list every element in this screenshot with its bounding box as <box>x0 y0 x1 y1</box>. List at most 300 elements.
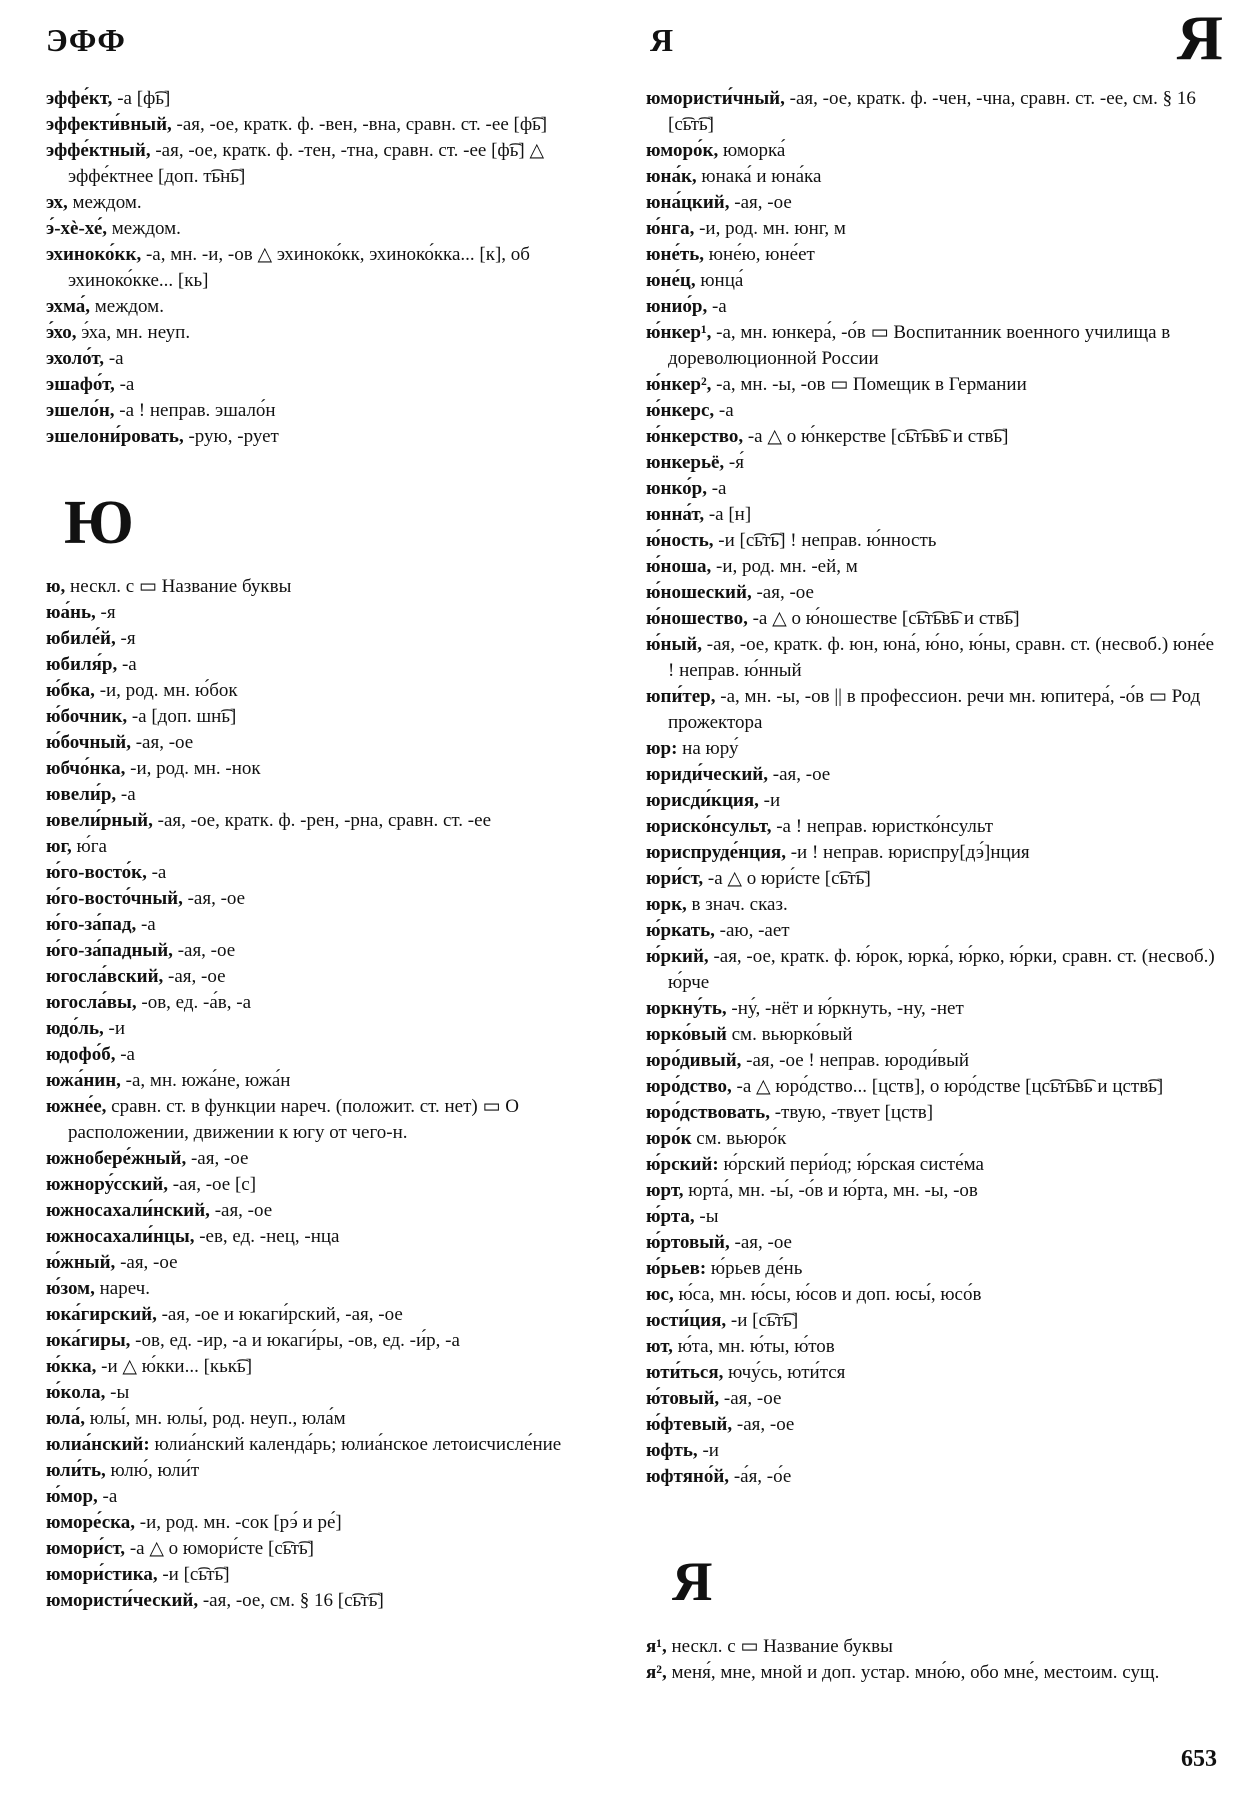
entry-headword: юдо́ль, <box>46 1018 104 1039</box>
entry-headword: юмористи́чный, <box>646 88 785 109</box>
dictionary-entry <box>646 1634 1216 1660</box>
entry-definition: -ев, ед. -нец, -нца <box>194 1226 340 1247</box>
dictionary-entry <box>46 1146 612 1172</box>
dictionary-entry <box>46 652 612 678</box>
entry-headword: юро́дствовать, <box>646 1102 770 1123</box>
dictionary-entry <box>646 736 1216 762</box>
dictionary-entry <box>646 1048 1216 1074</box>
entry-headword: юрт, <box>646 1180 684 1201</box>
dictionary-entry <box>646 1334 1216 1360</box>
dictionary-entry <box>46 1406 612 1432</box>
entry-headword: южнобере́жный, <box>46 1148 187 1169</box>
dictionary-entry <box>646 1308 1216 1334</box>
right-column <box>646 86 1216 1686</box>
entry-definition: -ы <box>694 1206 719 1227</box>
entry-definition: -ая, -ое <box>729 192 792 213</box>
entry-definition: -а ! неправ. эшало́н <box>114 400 276 421</box>
entry-headword: юри́ст, <box>646 868 704 889</box>
entry-headword: ю́нкерство, <box>646 426 744 447</box>
dictionary-entry <box>46 730 612 756</box>
dictionary-entry <box>646 1282 1216 1308</box>
entry-definition: нареч. <box>94 1278 150 1299</box>
entry-definition: -ая, -ое <box>768 764 831 785</box>
entry-definition: междом. <box>90 296 164 317</box>
entry-headword: ю́го-за́пад, <box>46 914 137 935</box>
entry-headword: юро́дство, <box>646 1076 732 1097</box>
dictionary-entry <box>46 860 612 886</box>
entry-headword: южносахали́нцы, <box>46 1226 195 1247</box>
entry-definition: -ов, ед. -ир, -а и юкаги́ры, -ов, ед. -и́р, -а <box>130 1330 460 1351</box>
entry-headword: ю́го-за́падный, <box>46 940 173 961</box>
entry-list <box>46 86 612 450</box>
entry-definition: -а △ юро́дство... [цств], о юро́дстве [цс͡ьт͡ьв͡ь и цств͡ь] <box>731 1076 1164 1097</box>
entry-definition: -ая, -ое <box>732 1414 795 1435</box>
entry-definition: -ая, -ое <box>182 888 246 909</box>
entry-definition: -рую, -рует <box>183 426 279 447</box>
dictionary-entry <box>46 1172 612 1198</box>
entry-headword: эффе́кт, <box>46 88 113 109</box>
entry-headword: юфтяно́й, <box>646 1466 730 1487</box>
entry-definition: -а <box>706 478 727 499</box>
entry-definition: -я <box>95 602 116 623</box>
dictionary-entry <box>646 866 1216 892</box>
dictionary-entry <box>646 580 1216 606</box>
entry-definition: -ая, -ое <box>719 1388 782 1409</box>
entry-definition: на юру́ <box>677 738 739 759</box>
dictionary-entry <box>46 704 612 730</box>
dictionary-entry <box>646 502 1216 528</box>
entry-definition: -ну́, -нёт и ю́ркнуть, -ну, -нет <box>726 998 964 1019</box>
dictionary-entry <box>46 938 612 964</box>
entry-headword: юка́гирский, <box>46 1304 157 1325</box>
dictionary-entry <box>46 912 612 938</box>
entry-definition: юне́ю, юне́ет <box>704 244 815 265</box>
entry-definition: -а △ о ю́нкерстве [с͡ьт͡ьв͡ь и ств͡ь] <box>743 426 1009 447</box>
dictionary-entry <box>646 1230 1216 1256</box>
dictionary-entry <box>46 372 612 398</box>
entry-definition: ю́са, мн. ю́сы, ю́сов и доп. юсы́, юсо́в <box>673 1284 982 1305</box>
entry-definition: -ая, -ое, см. § 16 [с͡ьт͡ь] <box>198 1590 384 1611</box>
entry-definition: см. вьюро́к <box>691 1128 787 1149</box>
dictionary-entry <box>46 1354 612 1380</box>
entry-headword: ю́бочник, <box>46 706 128 727</box>
entry-list <box>46 574 612 1614</box>
entry-headword: эшелони́ровать, <box>46 426 184 447</box>
dictionary-entry <box>46 808 612 834</box>
entry-definition: -а <box>97 1486 118 1507</box>
entry-headword: юмори́стика, <box>46 1564 158 1585</box>
dictionary-entry <box>46 626 612 652</box>
dictionary-entry <box>46 86 612 112</box>
dictionary-entry <box>646 840 1216 866</box>
entry-headword: юриди́ческий, <box>646 764 768 785</box>
dictionary-entry <box>46 1328 612 1354</box>
dictionary-entry <box>646 996 1216 1022</box>
entry-definition: -и, род. мн. -сок [рэ́ и ре́] <box>135 1512 342 1533</box>
dictionary-entry <box>46 1224 612 1250</box>
entry-headword: эффекти́вный, <box>46 114 172 135</box>
entry-headword: ют, <box>646 1336 673 1357</box>
entry-headword: юсти́ция, <box>646 1310 727 1331</box>
entry-headword: юнко́р, <box>646 478 707 499</box>
entry-headword: юмоpе́ска, <box>46 1512 136 1533</box>
entry-headword: ювели́рный, <box>46 810 153 831</box>
entry-definition: юлиа́нский календа́рь; юлиа́нское летоисчисле́ние <box>149 1434 562 1455</box>
entry-headword: юрисди́кция, <box>646 790 759 811</box>
dictionary-entry <box>46 424 612 450</box>
dictionary-entry <box>646 944 1216 996</box>
entry-headword: ю́рта, <box>646 1206 695 1227</box>
entry-definition: -а [ф͡ь] <box>112 88 171 109</box>
entry-headword: юс, <box>646 1284 674 1305</box>
entry-headword: юро́к <box>646 1128 692 1149</box>
entry-headword: юфть, <box>646 1440 698 1461</box>
dictionary-entry <box>46 190 612 216</box>
dictionary-entry <box>46 756 612 782</box>
entry-headword: юмористи́ческий, <box>46 1590 199 1611</box>
dictionary-entry <box>646 1074 1216 1100</box>
entry-definition: -и [с͡ьт͡ь] <box>726 1310 799 1331</box>
dictionary-entry <box>646 1100 1216 1126</box>
entry-definition: юлю́, юли́т <box>105 1460 200 1481</box>
entry-definition: юнака́ и юна́ка <box>696 166 822 187</box>
entry-headword: ю́ркий, <box>646 946 709 967</box>
entry-definition: -ая, -ое <box>130 732 194 753</box>
entry-definition: -и ! неправ. юриспру[дэ́]нция <box>785 842 1030 863</box>
entry-headword: э́хо, <box>46 322 77 343</box>
dictionary-entry <box>646 476 1216 502</box>
entry-definition: -а [н] <box>704 504 752 525</box>
entry-headword: ю́ность, <box>646 530 714 551</box>
dictionary-entry <box>46 242 612 294</box>
dictionary-entry <box>646 1660 1216 1686</box>
section-letter-ya: Я <box>672 1551 713 1613</box>
entry-headword: ю́ртовый, <box>646 1232 730 1253</box>
entry-definition: -и <box>103 1018 126 1039</box>
entry-headword: ю́рьев: <box>646 1258 707 1279</box>
entry-headword: югосла́вы, <box>46 992 137 1013</box>
entry-definition: -а, мн. -ы, -ов ▭ Помещик в Германии <box>711 374 1027 395</box>
entry-headword: ю́бочный, <box>46 732 131 753</box>
entry-headword: ю́ноша, <box>646 556 712 577</box>
entry-definition: -ая, -ое, кратк. ф. -чен, -чна, сравн. ст. -ее, см. § 16 [с͡ьт͡ь] <box>668 88 1196 135</box>
entry-headword: южносахали́нский, <box>46 1200 210 1221</box>
entry-definition: -твую, -твует [цств] <box>769 1102 934 1123</box>
entry-definition: -а ! неправ. юристко́нсульт <box>771 816 994 837</box>
dictionary-entry <box>646 814 1216 840</box>
entry-definition: -ая, -ое <box>115 1252 178 1273</box>
dictionary-entry <box>646 1152 1216 1178</box>
entry-headword: юркну́ть, <box>646 998 727 1019</box>
entry-definition: -я <box>115 628 136 649</box>
dictionary-entry <box>646 450 1216 476</box>
entry-headword: ю́нкер², <box>646 374 712 395</box>
entry-headword: ю́мор, <box>46 1486 98 1507</box>
entry-definition: -ая, -ое [с] <box>167 1174 257 1195</box>
entry-headword: эхма́, <box>46 296 91 317</box>
entry-headword: ю́нга, <box>646 218 695 239</box>
dictionary-entry <box>646 216 1216 242</box>
entry-headword: ю́бка, <box>46 680 95 701</box>
entry-definition: -ая, -ое ! неправ. юроди́вый <box>741 1050 970 1071</box>
entry-headword: ю́товый, <box>646 1388 720 1409</box>
entry-headword: ю́жный, <box>46 1252 116 1273</box>
entry-headword: юнна́т, <box>646 504 705 525</box>
entry-headword: ю́ркать, <box>646 920 715 941</box>
entry-definition: -ая, -ое <box>751 582 814 603</box>
entry-headword: эшафо́т, <box>46 374 115 395</box>
entry-headword: ю́ношеский, <box>646 582 752 603</box>
dictionary-entry <box>646 138 1216 164</box>
dictionary-entry <box>646 1204 1216 1230</box>
entry-definition: -а́я, -о́е <box>729 1466 792 1487</box>
dictionary-entry <box>46 1042 612 1068</box>
entry-definition: меня́, мне, мной и доп. устар. мно́ю, обо мне́, местоим. сущ. <box>666 1662 1160 1683</box>
entry-definition: междом. <box>107 218 181 239</box>
entry-headword: южнору́сский, <box>46 1174 168 1195</box>
entry-headword: эффе́ктный, <box>46 140 151 161</box>
entry-headword: юла́, <box>46 1408 85 1429</box>
entry-headword: эх, <box>46 192 68 213</box>
entry-definition: ю́га <box>71 836 107 857</box>
entry-headword: ю́ный, <box>646 634 702 655</box>
entry-definition: -а △ о ю́ношестве [с͡ьт͡ьв͡ь и ств͡ь] <box>747 608 1020 629</box>
dictionary-entry <box>646 268 1216 294</box>
dictionary-entry <box>646 1126 1216 1152</box>
entry-headword: юрк, <box>646 894 687 915</box>
entry-definition: -ая, -ое, кратк. ф. юн, юна́, ю́но, ю́ны, сравн. ст. (несвоб.) юне́е ! неправ. ю́нный <box>668 634 1215 681</box>
entry-definition: -а △ о юри́сте [с͡ьт͡ь] <box>703 868 871 889</box>
entry-headword: юти́ться, <box>646 1362 724 1383</box>
entry-headword: ю́фтевый, <box>646 1414 733 1435</box>
dictionary-entry <box>46 320 612 346</box>
dictionary-entry <box>46 678 612 704</box>
entry-definition: юрта́, мн. -ы́, -о́в и ю́рта, мн. -ы, -ов <box>683 1180 978 1201</box>
entry-definition: -и [с͡ьт͡ь] ! неправ. ю́нность <box>713 530 937 551</box>
entry-headword: ю́нкерс, <box>646 400 715 421</box>
dictionary-entry <box>46 1198 612 1224</box>
dictionary-entry <box>46 1302 612 1328</box>
entry-definition: -а <box>104 348 124 369</box>
entry-headword: я¹, <box>646 1636 667 1657</box>
dictionary-entry <box>646 684 1216 736</box>
dictionary-entry <box>46 398 612 424</box>
entry-headword: ю́го-восто́к, <box>46 862 147 883</box>
entry-headword: э́-хѐ-хе́, <box>46 218 108 239</box>
entry-headword: ю́рский: <box>646 1154 719 1175</box>
entry-definition: -а <box>714 400 734 421</box>
dictionary-entry <box>646 1464 1216 1490</box>
dictionary-entry <box>46 1016 612 1042</box>
dictionary-entry <box>646 1360 1216 1386</box>
entry-definition: -ая, -ое и юкаги́рский, -ая, -ое <box>156 1304 403 1325</box>
entry-list <box>646 86 1216 1490</box>
entry-definition: -а <box>117 654 137 675</box>
entry-headword: юбчо́нка, <box>46 758 126 779</box>
dictionary-entry <box>646 294 1216 320</box>
entry-definition: -ая, -ое, кратк. ф. -вен, -вна, сравн. ст. -ее [ф͡ь] <box>171 114 548 135</box>
entry-definition: -а [доп. шн͡ь] <box>127 706 237 727</box>
entry-definition: ю́рский пери́од; ю́рская систе́ма <box>718 1154 984 1175</box>
entry-headword: ювели́р, <box>46 784 117 805</box>
entry-headword: ю́зом, <box>46 1278 95 1299</box>
dictionary-entry <box>646 86 1216 138</box>
entry-definition: -а △ о юмори́сте [с͡ьт͡ь] <box>125 1538 314 1559</box>
entry-headword: юрко́вый <box>646 1024 727 1045</box>
entry-definition: сравн. ст. в функции нареч. (положит. ст. нет) ▭ О расположении, движении к югу от чего-н. <box>68 1096 519 1143</box>
entry-definition: -а, мн. южа́не, южа́н <box>120 1070 291 1091</box>
entry-headword: ю́кка, <box>46 1356 97 1377</box>
dictionary-entry <box>646 1386 1216 1412</box>
entry-definition: ю́та, мн. ю́ты, ю́тов <box>672 1336 835 1357</box>
dictionary-entry <box>46 964 612 990</box>
entry-definition: -а <box>116 784 136 805</box>
dictionary-entry <box>46 1588 612 1614</box>
dictionary-entry <box>646 1178 1216 1204</box>
dictionary-entry <box>46 346 612 372</box>
entry-headword: юа́нь, <box>46 602 96 623</box>
entry-definition: -я́ <box>724 452 744 473</box>
dictionary-entry <box>646 242 1216 268</box>
dictionary-entry <box>46 294 612 320</box>
dictionary-entry <box>46 1068 612 1094</box>
entry-definition: -а <box>136 914 156 935</box>
entry-definition: см. вьюрко́вый <box>726 1024 853 1045</box>
dictionary-entry <box>46 1484 612 1510</box>
dictionary-entry <box>646 1022 1216 1048</box>
dictionary-entry <box>646 554 1216 580</box>
entry-definition: междом. <box>67 192 142 213</box>
entry-definition: -и <box>758 790 781 811</box>
entry-definition: -ая, -ое <box>163 966 226 987</box>
dictionary-entry <box>646 164 1216 190</box>
entry-headword: юне́ц, <box>646 270 696 291</box>
dictionary-entry <box>46 834 612 860</box>
entry-headword: ю́нкер¹, <box>646 322 712 343</box>
entry-headword: я², <box>646 1662 667 1683</box>
dictionary-entry <box>46 1458 612 1484</box>
dictionary-entry <box>46 990 612 1016</box>
entry-definition: -и △ ю́кки... [кьк͡ь] <box>96 1356 253 1377</box>
entry-headword: юморо́к, <box>646 140 719 161</box>
entry-definition: -а <box>115 1044 135 1065</box>
entry-definition: -ая, -ое <box>186 1148 249 1169</box>
entry-headword: эхиноко́кк, <box>46 244 142 265</box>
running-head-center: Я <box>650 22 674 58</box>
entry-headword: южне́е, <box>46 1096 107 1117</box>
page-number: 653 <box>1181 1746 1217 1772</box>
dictionary-entry <box>46 138 612 190</box>
entry-headword: юнио́р, <box>646 296 708 317</box>
dictionary-entry <box>646 528 1216 554</box>
entry-headword: юне́ть, <box>646 244 705 265</box>
entry-definition: юнца́ <box>695 270 744 291</box>
dictionary-entry <box>46 1432 612 1458</box>
dictionary-entry <box>646 606 1216 632</box>
dictionary-entry <box>646 1256 1216 1282</box>
dictionary-entry <box>46 1536 612 1562</box>
entry-headword: юбиля́р, <box>46 654 118 675</box>
dictionary-entry <box>646 892 1216 918</box>
entry-definition: юлы́, мн. юлы́, род. неуп., юла́м <box>84 1408 346 1429</box>
entry-headword: югосла́вский, <box>46 966 164 987</box>
entry-headword: юр: <box>646 738 678 759</box>
entry-headword: юна́цкий, <box>646 192 730 213</box>
entry-definition: -а <box>146 862 167 883</box>
entry-definition: -а <box>707 296 727 317</box>
dictionary-entry <box>646 190 1216 216</box>
entry-definition: нескл. с ▭ Название буквы <box>666 1636 893 1657</box>
entry-headword: южа́нин, <box>46 1070 121 1091</box>
entry-headword: юро́дивый, <box>646 1050 742 1071</box>
dictionary-entry <box>646 424 1216 450</box>
entry-definition: ю́рьев де́нь <box>706 1258 803 1279</box>
dictionary-entry <box>46 112 612 138</box>
section-letter-yu: Ю <box>64 489 134 557</box>
entry-definition: юморка́ <box>718 140 786 161</box>
entry-definition: ючу́сь, юти́тся <box>723 1362 846 1383</box>
left-column <box>46 86 612 1614</box>
dictionary-entry <box>46 782 612 808</box>
dictionary-entry <box>646 320 1216 372</box>
dictionary-entry <box>646 918 1216 944</box>
dictionary-entry <box>646 762 1216 788</box>
dictionary-entry <box>46 1276 612 1302</box>
dictionary-entry <box>646 372 1216 398</box>
running-head-letter: Я <box>1176 2 1223 73</box>
dictionary-entry <box>46 886 612 912</box>
entry-headword: юли́ть, <box>46 1460 106 1481</box>
entry-definition: -ая, -ое, кратк. ф. -рен, -рна, сравн. ст. -ее <box>152 810 491 831</box>
entry-definition: -аю, -ает <box>714 920 790 941</box>
entry-headword: юна́к, <box>646 166 697 187</box>
entry-definition: -и, род. мн. -ей, м <box>711 556 858 577</box>
running-head-left: ЭФФ <box>46 22 126 58</box>
entry-definition: -а, мн. -ы, -ов || в профессион. речи мн. юпитера́, -о́в ▭ Род прожектора <box>668 686 1201 733</box>
dictionary-entry <box>646 1438 1216 1464</box>
entry-headword: юнкерьё, <box>646 452 725 473</box>
entry-headword: юриспруде́нция, <box>646 842 786 863</box>
entry-definition: -ая, -ое <box>729 1232 792 1253</box>
entry-headword: юдофо́б, <box>46 1044 116 1065</box>
entry-definition: -ов, ед. -а́в, -а <box>136 992 252 1013</box>
entry-definition: э́ха, мн. неуп. <box>76 322 191 343</box>
entry-definition: -и, род. мн. -нок <box>125 758 261 779</box>
dictionary-entry <box>46 600 612 626</box>
dictionary-entry <box>646 788 1216 814</box>
entry-definition: -а, мн. -и, -ов △ эхиноко́кк, эхиноко́кка... [к], об эхиноко́кке... [кь] <box>68 244 530 291</box>
dictionary-entry <box>646 632 1216 684</box>
entry-definition: -и [с͡ьт͡ь] <box>157 1564 230 1585</box>
entry-headword: юриско́нсульт, <box>646 816 772 837</box>
entry-definition: нескл. с ▭ Название буквы <box>65 576 292 597</box>
entry-headword: ю́го-восто́чный, <box>46 888 183 909</box>
entry-headword: юбиле́й, <box>46 628 116 649</box>
dictionary-entry <box>646 1412 1216 1438</box>
entry-definition: -ая, -ое <box>172 940 236 961</box>
dictionary-entry <box>46 1380 612 1406</box>
entry-headword: эхоло́т, <box>46 348 105 369</box>
dictionary-entry <box>46 574 612 600</box>
dictionary-entry <box>46 1562 612 1588</box>
dictionary-entry <box>46 1094 612 1146</box>
entry-definition: -а <box>114 374 135 395</box>
entry-headword: юка́гиры, <box>46 1330 131 1351</box>
dictionary-entry <box>646 398 1216 424</box>
entry-headword: ю, <box>46 576 66 597</box>
entry-definition: -ая, -ое, кратк. ф. ю́рок, юрка́, ю́рко, ю́рки, сравн. ст. (несвоб.) ю́рче <box>668 946 1215 993</box>
dictionary-entry <box>46 1250 612 1276</box>
